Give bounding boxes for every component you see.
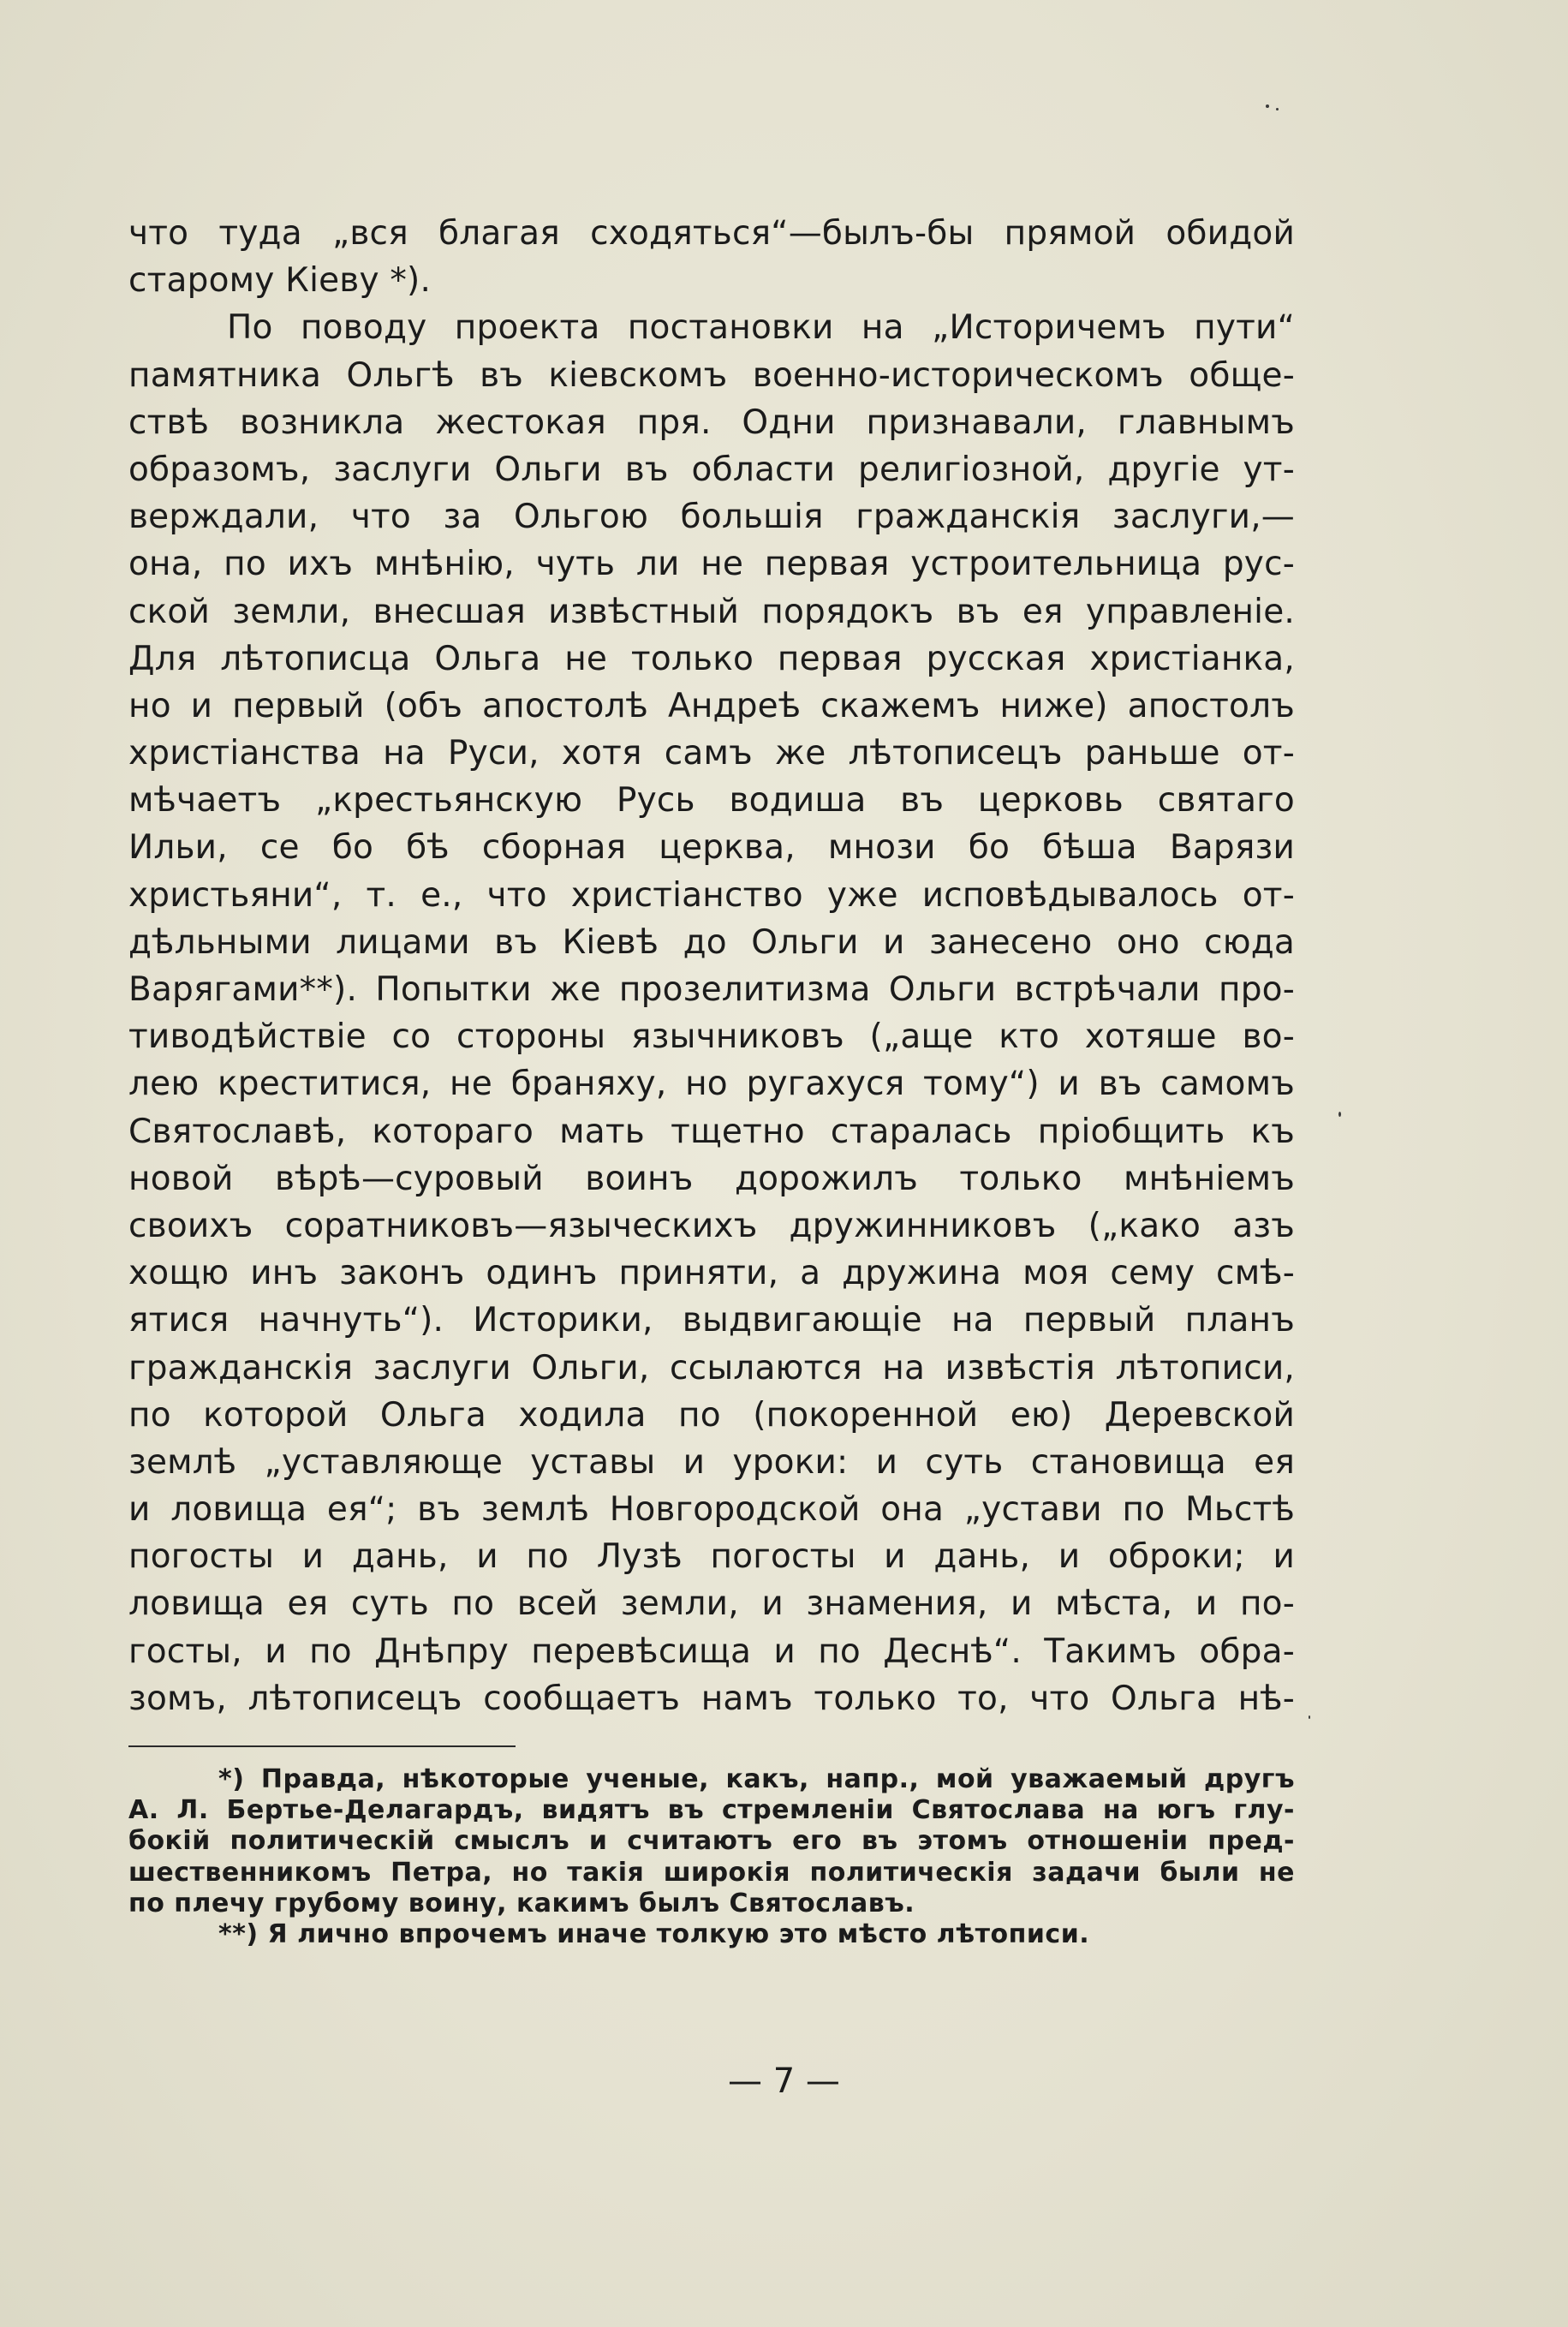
footnote-line: А. Л. Бертье-Делагардъ, видятъ въ стремленіи Святослава на югъ глу- <box>128 1795 1295 1826</box>
body-line: хощю инъ законъ одинъ приняти, а дружина моя сему смѣ- <box>128 1254 1295 1293</box>
body-line: образомъ, заслуги Ольги въ области религіозной, другіе ут- <box>128 450 1295 489</box>
paper-speck <box>1309 1715 1310 1719</box>
body-line: новой вѣрѣ—суровый воинъ дорожилъ только мнѣніемъ <box>128 1159 1295 1198</box>
body-line: лею креститися, не браняху, но ругахуся тому“) и въ самомъ <box>128 1065 1295 1104</box>
body-line: старому Кіеву *). <box>128 261 432 301</box>
paper-speck <box>1266 104 1269 108</box>
footnote-line: шественникомъ Петра, но такія широкія политическія задачи были не <box>128 1857 1295 1888</box>
body-line: верждали, что за Ольгою большія гражданскія заслуги,— <box>128 498 1295 537</box>
body-line: землѣ „уставляюще уставы и уроки: и суть становища ея <box>128 1442 1295 1482</box>
body-line: ловища ея суть по всей земли, и знамения, и мѣста, и по- <box>128 1584 1295 1624</box>
body-line: Ильи, се бо бѣ сборная церква, мнози бо бѣша Варязи <box>128 828 1295 868</box>
footnote-line: по плечу грубому воину, какимъ былъ Святославъ. <box>128 1888 915 1918</box>
body-line: Святославѣ, котораго мать тщетно старалась пріобщить къ <box>128 1112 1295 1151</box>
footnote-line: бокій политическій смыслъ и считаютъ его въ этомъ отношеніи пред- <box>128 1826 1295 1857</box>
body-text <box>128 210 1295 1722</box>
body-line: христіанства на Руси, хотя самъ же лѣтописецъ раньше от- <box>128 734 1295 773</box>
body-line: Варягами**). Попытки же прозелитизма Ольги встрѣчали про- <box>128 970 1295 1009</box>
body-line: она, по ихъ мнѣнію, чуть ли не первая устроительница рус- <box>128 545 1295 584</box>
body-line: ской земли, внесшая извѣстный порядокъ въ ея управленіе. <box>128 592 1295 631</box>
body-line: по которой Ольга ходила по (покоренной ею) Деревской <box>128 1395 1295 1435</box>
body-line: погосты и дань, и по Лузѣ погосты и дань, и оброки; и <box>128 1537 1295 1577</box>
body-line: и ловища ея“; въ землѣ Новгородской она „устави по Мьстѣ <box>128 1490 1295 1530</box>
paper-speck <box>1276 108 1279 110</box>
footnote-line: **) Я лично впрочемъ иначе толкую это мѣсто лѣтописи. <box>218 1918 1090 1949</box>
page-number: — 7 — <box>728 2061 840 2101</box>
body-line: ствѣ возникла жестокая пря. Одни признавали, главнымъ <box>128 403 1295 442</box>
body-line: дѣльными лицами въ Кіевѣ до Ольги и занесено оно сюда <box>128 922 1295 962</box>
paper-speck <box>1338 1112 1341 1117</box>
body-line: христьяни“, т. е., что христіанство уже исповѣдывалось от- <box>128 875 1295 915</box>
body-line: гражданскія заслуги Ольги, ссылаются на извѣстія лѣтописи, <box>128 1348 1295 1387</box>
footnote-divider <box>128 1745 516 1747</box>
body-line: но и первый (объ апостолѣ Андреѣ скажемъ ниже) апостолъ <box>128 686 1295 725</box>
body-line: памятника Ольгѣ въ кіевскомъ военно-историческомъ обще- <box>128 355 1295 395</box>
body-line: тиводѣйствіе со стороны язычниковъ („аще кто хотяше во- <box>128 1017 1295 1057</box>
footnote-line: *) Правда, нѣкоторые ученые, какъ, напр., мой уважаемый другъ <box>218 1764 1295 1794</box>
body-line: зомъ, лѣтописецъ сообщаетъ намъ только то, что Ольга нѣ- <box>128 1679 1295 1718</box>
body-line: своихъ соратниковъ—языческихъ дружинниковъ („како азъ <box>128 1206 1295 1245</box>
body-line: Для лѣтописца Ольга не только первая русская христіанка, <box>128 639 1295 678</box>
body-line: По поводу проекта постановки на „Историчемъ пути“ <box>227 308 1295 348</box>
body-line: госты, и по Днѣпру перевѣсища и по Деснѣ“. Такимъ обра- <box>128 1632 1295 1671</box>
body-line: что туда „вся благая сходяться“—былъ-бы прямой обидой <box>128 214 1295 253</box>
body-line: ятися начнуть“). Историки, выдвигающіе на первый планъ <box>128 1301 1295 1340</box>
footnotes <box>128 1764 1295 1950</box>
body-line: мѣчаетъ „крестьянскую Русь водиша въ церковь святаго <box>128 781 1295 820</box>
